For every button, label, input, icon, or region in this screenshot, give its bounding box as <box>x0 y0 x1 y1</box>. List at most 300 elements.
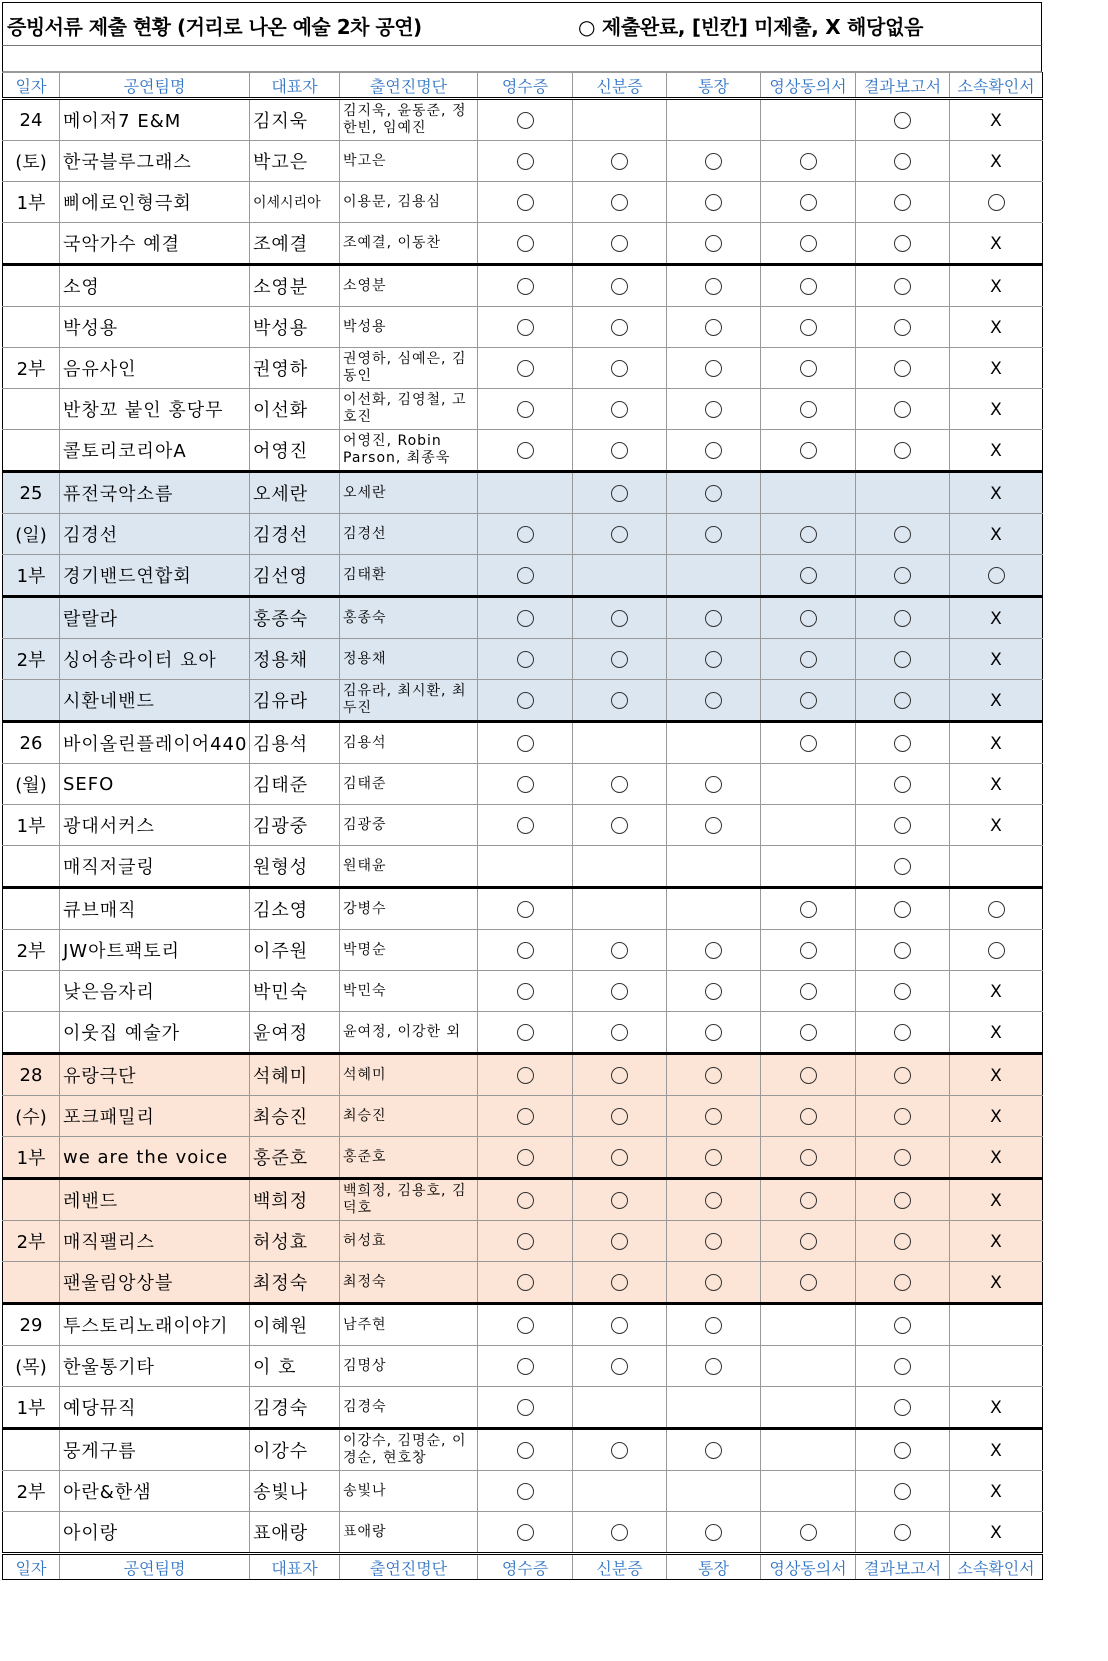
column-header: 영수증 <box>478 73 573 99</box>
day-cell <box>3 846 60 888</box>
submitted-circle-icon <box>800 1274 817 1291</box>
status-cell <box>761 1096 856 1137</box>
submitted-circle-icon <box>611 485 628 502</box>
submitted-circle-icon <box>517 1442 534 1459</box>
representative: 백희정 <box>250 1179 340 1221</box>
cast-list: 김경숙 <box>340 1387 478 1429</box>
status-cell <box>856 1346 950 1387</box>
representative: 이세시리아 <box>250 182 340 223</box>
submitted-circle-icon <box>800 319 817 336</box>
team-name: we are the voice <box>60 1137 250 1179</box>
cast-list: 이용문, 김용심 <box>340 182 478 223</box>
submitted-circle-icon <box>800 1067 817 1084</box>
day-cell <box>3 888 60 930</box>
submitted-circle-icon <box>988 942 1005 959</box>
status-cell <box>667 1054 761 1096</box>
submitted-circle-icon <box>517 735 534 752</box>
status-cell <box>856 99 950 141</box>
status-cell <box>950 597 1043 639</box>
day-cell: (일) <box>3 514 60 555</box>
submitted-circle-icon <box>894 112 911 129</box>
day-cell <box>3 430 60 472</box>
column-header: 대표자 <box>250 73 340 99</box>
status-cell <box>478 1137 573 1179</box>
status-cell <box>573 680 667 722</box>
column-header: 공연팀명 <box>60 1554 250 1580</box>
submitted-circle-icon <box>894 153 911 170</box>
day-cell: 1부 <box>3 805 60 846</box>
status-cell <box>856 1221 950 1262</box>
team-name: 음유사인 <box>60 348 250 389</box>
column-header: 영상동의서 <box>761 1554 856 1580</box>
cast-list: 김지욱, 윤동준, 정한빈, 임예진 <box>340 99 478 141</box>
status-cell <box>761 1429 856 1471</box>
not-applicable-mark: X <box>990 1190 1002 1211</box>
table-row <box>3 1387 1043 1429</box>
status-cell <box>667 1012 761 1054</box>
table-row <box>3 389 1043 430</box>
day-cell <box>3 680 60 722</box>
status-cell <box>573 1346 667 1387</box>
status-cell <box>573 930 667 971</box>
status-cell <box>573 265 667 307</box>
cast-list: 김태환 <box>340 555 478 597</box>
submitted-circle-icon <box>800 1524 817 1541</box>
column-header: 결과보고서 <box>856 73 950 99</box>
status-cell <box>573 223 667 265</box>
status-cell <box>478 1221 573 1262</box>
status-cell <box>950 639 1043 680</box>
day-cell: 29 <box>3 1304 60 1346</box>
team-name: 아란&한샘 <box>60 1471 250 1512</box>
day-cell <box>3 1512 60 1554</box>
status-cell <box>667 888 761 930</box>
table-row <box>3 1429 1043 1471</box>
submitted-circle-icon <box>517 1358 534 1375</box>
submitted-circle-icon <box>517 278 534 295</box>
status-cell <box>856 389 950 430</box>
team-name: 싱어송라이터 요아 <box>60 639 250 680</box>
table-row <box>3 1471 1043 1512</box>
status-sheet <box>2 2 1042 1580</box>
day-cell <box>3 223 60 265</box>
status-cell <box>667 597 761 639</box>
status-cell <box>950 307 1043 348</box>
submitted-circle-icon <box>611 360 628 377</box>
submitted-circle-icon <box>611 610 628 627</box>
representative: 박고은 <box>250 141 340 182</box>
representative: 최승진 <box>250 1096 340 1137</box>
status-cell <box>667 348 761 389</box>
not-applicable-mark: X <box>990 440 1002 461</box>
day-cell <box>3 1262 60 1304</box>
not-applicable-mark: X <box>990 524 1002 545</box>
submitted-circle-icon <box>611 1149 628 1166</box>
submitted-circle-icon <box>800 1024 817 1041</box>
submitted-circle-icon <box>894 1108 911 1125</box>
status-cell <box>761 99 856 141</box>
status-cell <box>761 430 856 472</box>
status-cell <box>478 430 573 472</box>
status-cell <box>667 1096 761 1137</box>
submitted-circle-icon <box>800 735 817 752</box>
submitted-circle-icon <box>800 942 817 959</box>
status-cell <box>478 930 573 971</box>
status-cell <box>950 555 1043 597</box>
representative: 윤여정 <box>250 1012 340 1054</box>
team-name: JW아트팩토리 <box>60 930 250 971</box>
title-row <box>2 2 1042 46</box>
submitted-circle-icon <box>517 692 534 709</box>
submitted-circle-icon <box>611 942 628 959</box>
day-cell: 2부 <box>3 1471 60 1512</box>
not-applicable-mark: X <box>990 1481 1002 1502</box>
cast-list: 최승진 <box>340 1096 478 1137</box>
submitted-circle-icon <box>611 1358 628 1375</box>
status-cell <box>761 1179 856 1221</box>
status-cell <box>761 1346 856 1387</box>
submitted-circle-icon <box>517 194 534 211</box>
column-header: 신분증 <box>573 1554 667 1580</box>
status-cell <box>856 514 950 555</box>
day-cell <box>3 597 60 639</box>
representative: 김경숙 <box>250 1387 340 1429</box>
cast-list: 강병수 <box>340 888 478 930</box>
footer-row <box>3 1554 1043 1580</box>
submitted-circle-icon <box>800 567 817 584</box>
status-cell <box>478 1346 573 1387</box>
team-name: 뭉게구름 <box>60 1429 250 1471</box>
team-name: SEFO <box>60 764 250 805</box>
status-cell <box>573 597 667 639</box>
submitted-circle-icon <box>894 235 911 252</box>
submitted-circle-icon <box>894 401 911 418</box>
status-cell <box>950 1471 1043 1512</box>
day-cell <box>3 307 60 348</box>
submitted-circle-icon <box>517 442 534 459</box>
submitted-circle-icon <box>517 1274 534 1291</box>
table-row <box>3 430 1043 472</box>
representative: 홍종숙 <box>250 597 340 639</box>
submitted-circle-icon <box>705 1149 722 1166</box>
submitted-circle-icon <box>800 235 817 252</box>
status-cell <box>761 1012 856 1054</box>
representative: 최정숙 <box>250 1262 340 1304</box>
submitted-circle-icon <box>517 1067 534 1084</box>
column-header: 소속확인서 <box>950 1554 1043 1580</box>
not-applicable-mark: X <box>990 1397 1002 1418</box>
submitted-circle-icon <box>894 817 911 834</box>
status-cell <box>950 722 1043 764</box>
status-cell <box>667 141 761 182</box>
status-cell <box>478 888 573 930</box>
submitted-circle-icon <box>800 1149 817 1166</box>
submitted-circle-icon <box>611 1024 628 1041</box>
submitted-circle-icon <box>517 1108 534 1125</box>
status-cell <box>573 722 667 764</box>
status-cell <box>573 555 667 597</box>
submitted-circle-icon <box>705 1524 722 1541</box>
day-cell: 2부 <box>3 930 60 971</box>
status-cell <box>761 307 856 348</box>
table-row <box>3 722 1043 764</box>
status-cell <box>761 1471 856 1512</box>
submitted-circle-icon <box>517 1524 534 1541</box>
status-cell <box>667 182 761 223</box>
status-cell <box>761 639 856 680</box>
not-applicable-mark: X <box>990 815 1002 836</box>
status-cell <box>761 182 856 223</box>
submitted-circle-icon <box>705 319 722 336</box>
status-cell <box>478 223 573 265</box>
status-cell <box>856 930 950 971</box>
status-cell <box>856 1054 950 1096</box>
table-body <box>3 99 1043 1554</box>
cast-list: 소영분 <box>340 265 478 307</box>
submitted-circle-icon <box>800 651 817 668</box>
cast-list: 박성용 <box>340 307 478 348</box>
status-cell <box>573 1471 667 1512</box>
day-cell: 28 <box>3 1054 60 1096</box>
team-name: 매직저글링 <box>60 846 250 888</box>
status-cell <box>856 971 950 1012</box>
representative: 어영진 <box>250 430 340 472</box>
team-name: 경기밴드연합회 <box>60 555 250 597</box>
submitted-circle-icon <box>611 401 628 418</box>
status-cell <box>478 472 573 514</box>
submitted-circle-icon <box>705 1192 722 1209</box>
status-cell <box>478 307 573 348</box>
table-row <box>3 1346 1043 1387</box>
team-name: 바이올린플레이어440 <box>60 722 250 764</box>
submitted-circle-icon <box>705 1317 722 1334</box>
column-header: 통장 <box>667 73 761 99</box>
status-cell <box>950 1096 1043 1137</box>
cast-list: 남주현 <box>340 1304 478 1346</box>
submitted-circle-icon <box>705 278 722 295</box>
status-cell <box>950 680 1043 722</box>
status-cell <box>667 223 761 265</box>
day-cell <box>3 389 60 430</box>
status-cell <box>950 1179 1043 1221</box>
status-cell <box>573 1137 667 1179</box>
status-cell <box>573 1096 667 1137</box>
status-cell <box>573 514 667 555</box>
header-row <box>3 73 1043 99</box>
cast-list: 이강수, 김명순, 이경순, 현호창 <box>340 1429 478 1471</box>
day-cell <box>3 1429 60 1471</box>
submitted-circle-icon <box>894 1024 911 1041</box>
not-applicable-mark: X <box>990 233 1002 254</box>
not-applicable-mark: X <box>990 1522 1002 1543</box>
status-cell <box>667 265 761 307</box>
submitted-circle-icon <box>517 1192 534 1209</box>
status-cell <box>478 1304 573 1346</box>
status-cell <box>950 1012 1043 1054</box>
representative: 표애랑 <box>250 1512 340 1554</box>
status-cell <box>667 430 761 472</box>
status-cell <box>667 722 761 764</box>
representative: 조예결 <box>250 223 340 265</box>
status-cell <box>478 1096 573 1137</box>
submitted-circle-icon <box>705 360 722 377</box>
status-cell <box>573 764 667 805</box>
status-cell <box>856 1429 950 1471</box>
status-cell <box>856 1137 950 1179</box>
status-cell <box>761 1262 856 1304</box>
status-cell <box>950 223 1043 265</box>
status-cell <box>667 1387 761 1429</box>
status-cell <box>573 1012 667 1054</box>
team-name: 광대서커스 <box>60 805 250 846</box>
representative: 김용석 <box>250 722 340 764</box>
cast-list: 윤여정, 이강한 외 <box>340 1012 478 1054</box>
status-cell <box>950 764 1043 805</box>
status-cell <box>856 888 950 930</box>
submitted-circle-icon <box>705 692 722 709</box>
table-header <box>3 73 1043 99</box>
sheet-title: 증빙서류 제출 현황 (거리로 나온 예술 2차 공연) <box>7 15 422 39</box>
status-cell <box>950 265 1043 307</box>
submitted-circle-icon <box>894 194 911 211</box>
table-row <box>3 597 1043 639</box>
status-cell <box>761 846 856 888</box>
day-cell <box>3 1012 60 1054</box>
submitted-circle-icon <box>517 112 534 129</box>
table-row <box>3 99 1043 141</box>
status-cell <box>950 805 1043 846</box>
table-row <box>3 1096 1043 1137</box>
status-cell <box>667 99 761 141</box>
representative: 홍준호 <box>250 1137 340 1179</box>
submitted-circle-icon <box>611 194 628 211</box>
status-cell <box>761 1137 856 1179</box>
column-header: 공연팀명 <box>60 73 250 99</box>
team-name: 매직팰리스 <box>60 1221 250 1262</box>
team-name: 레밴드 <box>60 1179 250 1221</box>
not-applicable-mark: X <box>990 1272 1002 1293</box>
status-cell <box>856 1471 950 1512</box>
cast-list: 홍준호 <box>340 1137 478 1179</box>
status-cell <box>761 348 856 389</box>
submitted-circle-icon <box>705 776 722 793</box>
representative: 권영하 <box>250 348 340 389</box>
cast-list: 박고은 <box>340 141 478 182</box>
status-cell <box>856 846 950 888</box>
representative: 김광중 <box>250 805 340 846</box>
status-cell <box>950 348 1043 389</box>
status-cell <box>478 555 573 597</box>
status-cell <box>856 265 950 307</box>
cast-list: 오세란 <box>340 472 478 514</box>
status-cell <box>667 846 761 888</box>
status-cell <box>856 555 950 597</box>
representative: 박민숙 <box>250 971 340 1012</box>
team-name: 퓨전국악소름 <box>60 472 250 514</box>
cast-list: 정용채 <box>340 639 478 680</box>
submitted-circle-icon <box>611 1192 628 1209</box>
submitted-circle-icon <box>705 401 722 418</box>
table-row <box>3 182 1043 223</box>
table-row <box>3 764 1043 805</box>
submitted-circle-icon <box>894 1399 911 1416</box>
status-cell <box>761 597 856 639</box>
status-cell <box>573 888 667 930</box>
day-cell <box>3 1179 60 1221</box>
representative: 이선화 <box>250 389 340 430</box>
submitted-circle-icon <box>894 651 911 668</box>
submitted-circle-icon <box>517 1233 534 1250</box>
submitted-circle-icon <box>611 278 628 295</box>
status-cell <box>856 805 950 846</box>
not-applicable-mark: X <box>990 110 1002 131</box>
submitted-circle-icon <box>988 567 1005 584</box>
team-name: 국악가수 예결 <box>60 223 250 265</box>
not-applicable-mark: X <box>990 1106 1002 1127</box>
status-cell <box>761 223 856 265</box>
submitted-circle-icon <box>894 1233 911 1250</box>
day-cell: 1부 <box>3 1137 60 1179</box>
table-row <box>3 555 1043 597</box>
table-row <box>3 1262 1043 1304</box>
not-applicable-mark: X <box>990 399 1002 420</box>
team-name: 투스토리노래이야기 <box>60 1304 250 1346</box>
cast-list: 박민숙 <box>340 971 478 1012</box>
submitted-circle-icon <box>705 235 722 252</box>
not-applicable-mark: X <box>990 608 1002 629</box>
submitted-circle-icon <box>894 776 911 793</box>
representative: 원형성 <box>250 846 340 888</box>
submitted-circle-icon <box>800 401 817 418</box>
team-name: 김경선 <box>60 514 250 555</box>
cast-list: 송빛나 <box>340 1471 478 1512</box>
status-cell <box>856 1387 950 1429</box>
status-cell <box>667 555 761 597</box>
submitted-circle-icon <box>517 526 534 543</box>
submitted-circle-icon <box>705 1274 722 1291</box>
representative: 이 호 <box>250 1346 340 1387</box>
submitted-circle-icon <box>894 1317 911 1334</box>
submitted-circle-icon <box>894 692 911 709</box>
status-cell <box>950 389 1043 430</box>
cast-list: 김용석 <box>340 722 478 764</box>
not-applicable-mark: X <box>990 358 1002 379</box>
day-cell: 2부 <box>3 639 60 680</box>
status-cell <box>761 722 856 764</box>
submitted-circle-icon <box>517 153 534 170</box>
submitted-circle-icon <box>611 1317 628 1334</box>
status-cell <box>573 99 667 141</box>
status-cell <box>478 846 573 888</box>
status-cell <box>478 1387 573 1429</box>
status-cell <box>950 99 1043 141</box>
status-cell <box>856 639 950 680</box>
day-cell: 24 <box>3 99 60 141</box>
submitted-circle-icon <box>800 983 817 1000</box>
status-cell <box>667 930 761 971</box>
not-applicable-mark: X <box>990 1065 1002 1086</box>
status-cell <box>573 1179 667 1221</box>
submitted-circle-icon <box>894 858 911 875</box>
submission-table <box>2 72 1043 1580</box>
table-row <box>3 680 1043 722</box>
submitted-circle-icon <box>894 1524 911 1541</box>
table-row <box>3 1304 1043 1346</box>
submitted-circle-icon <box>894 1442 911 1459</box>
status-cell <box>478 764 573 805</box>
cast-list: 허성효 <box>340 1221 478 1262</box>
status-cell <box>761 930 856 971</box>
